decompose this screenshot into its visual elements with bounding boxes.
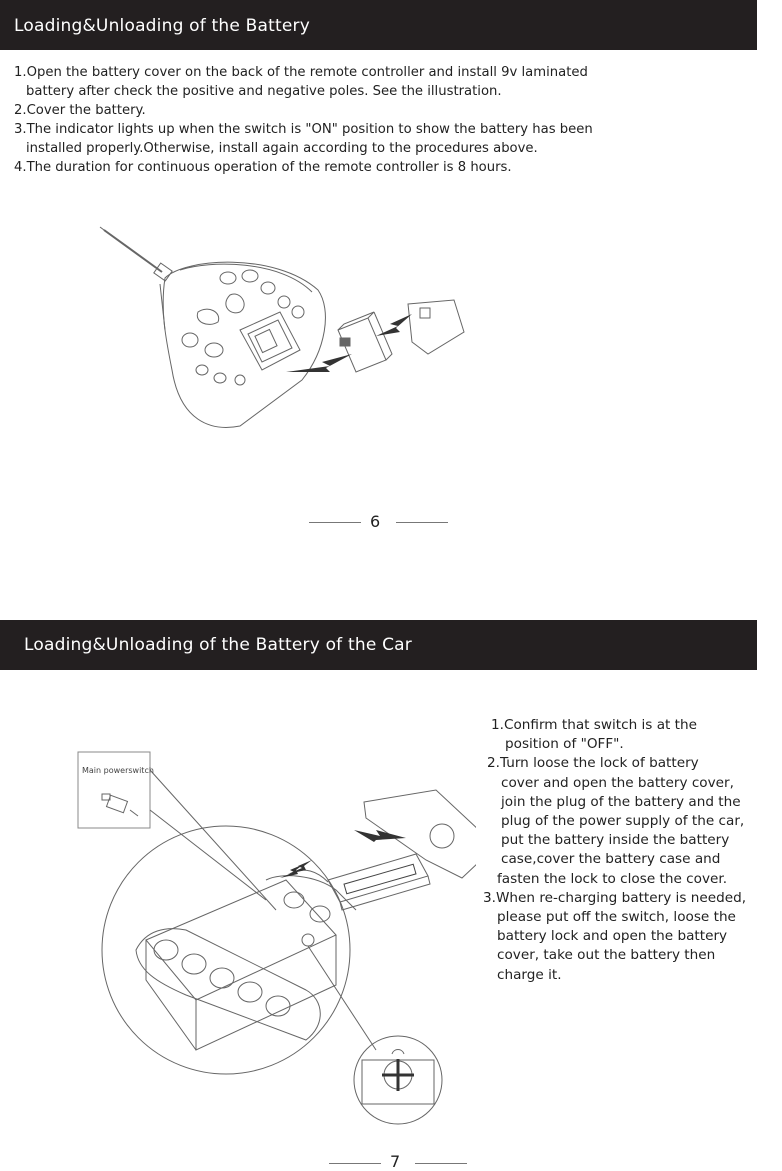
car-battery-illustration — [76, 750, 476, 1130]
step-line: installed properly.Otherwise, install again according to the procedures above. — [26, 141, 538, 156]
step-line: fasten the lock to close the cover. — [497, 870, 728, 887]
step-line: 4.The duration for continuous operation of the remote controller is 8 hours. — [14, 160, 512, 175]
instruction-step — [483, 754, 782, 888]
step-line: 1.Confirm that switch is at the — [491, 717, 697, 733]
section-title: Loading&Unloading of the Battery — [14, 16, 310, 36]
step-line: charge it. — [497, 966, 562, 983]
section-header-battery — [0, 0, 757, 50]
step-line: position of "OFF". — [505, 736, 624, 753]
step-line: battery after check the positive and negative poles. See the illustration. — [26, 84, 502, 99]
remote-controller-illustration — [90, 220, 480, 440]
step-line: battery lock and open the battery — [497, 928, 728, 945]
instruction-list — [14, 63, 754, 177]
page-number-rule — [415, 1163, 467, 1164]
page-number: 6 — [370, 512, 381, 531]
instruction-step — [14, 158, 754, 177]
section-title: Loading&Unloading of the Battery of the Car — [24, 635, 412, 655]
step-line: 3.The indicator lights up when the switch is "ON" position to show the battery has been — [14, 122, 593, 137]
step-line: please put off the switch, loose the — [497, 909, 736, 926]
step-line: join the plug of the battery and the — [501, 793, 741, 810]
instruction-list — [483, 716, 782, 985]
page-number-rule — [309, 522, 361, 523]
instruction-step — [483, 889, 782, 985]
step-line: cover, take out the battery then — [497, 947, 716, 964]
instruction-step — [14, 120, 754, 158]
page-number: 7 — [390, 1152, 401, 1171]
step-line: 1.Open the battery cover on the back of the remote controller and install 9v laminated — [14, 65, 588, 80]
page-number-rule — [329, 1163, 381, 1164]
instruction-step — [483, 716, 782, 754]
step-line: case,cover the battery case and — [501, 851, 721, 868]
step-line: 2.Cover the battery. — [14, 103, 146, 118]
step-line: put the battery inside the battery — [501, 832, 730, 849]
instruction-step — [14, 101, 754, 120]
section-header-car-battery — [0, 620, 757, 670]
step-line: cover and open the battery cover, — [501, 774, 734, 791]
step-line: 2.Turn loose the lock of battery — [487, 755, 699, 772]
inset-label: Main powerswitch — [82, 766, 154, 775]
step-line: plug of the power supply of the car, — [501, 813, 745, 830]
page-number-rule — [396, 522, 448, 523]
step-line: 3.When re-charging battery is needed, — [483, 889, 747, 906]
instruction-step — [14, 63, 754, 101]
